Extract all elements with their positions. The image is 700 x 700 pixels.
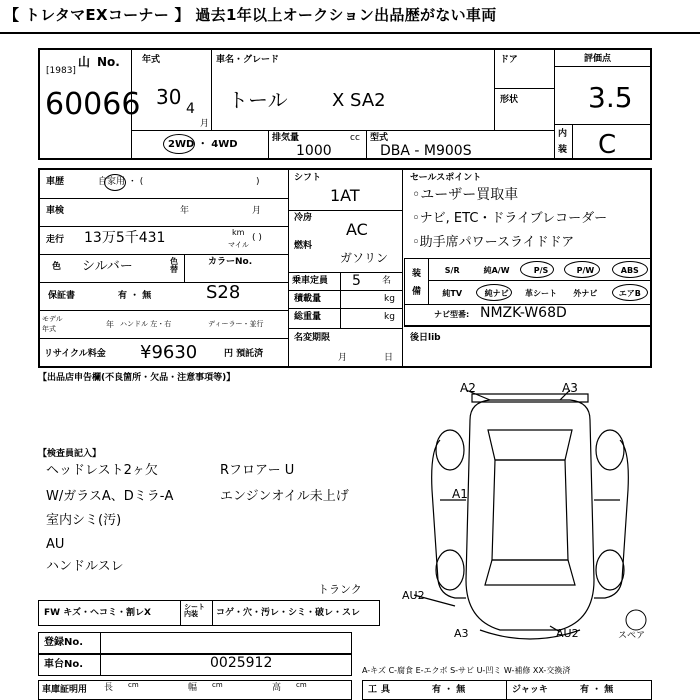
- equipment-label-1: 装: [412, 269, 422, 279]
- equipment-label-2: 備: [412, 287, 422, 297]
- lot-code: [1983]: [46, 66, 76, 76]
- dealer-label: ディーラー・並行: [208, 320, 264, 328]
- weight-label: 総重量: [294, 312, 322, 322]
- weight-unit: kg: [384, 312, 395, 322]
- mileage-value: 13万5千431: [84, 230, 166, 246]
- history-close: ): [256, 177, 260, 187]
- equipment-row2-3: 外ナビ: [573, 288, 598, 298]
- damage-mark-3: A1: [452, 487, 468, 501]
- history-circle: [104, 174, 126, 191]
- spare-label: スペア: [618, 631, 646, 641]
- damage-mark-1: A2: [460, 381, 476, 395]
- model-year: 年: [106, 320, 114, 329]
- equipment-row2-0: 純TV: [442, 288, 463, 298]
- fuel-value: ガソリン: [340, 251, 389, 265]
- jack-label: ジャッキ: [512, 685, 548, 695]
- navi-model-label: ナビ型番:: [434, 310, 470, 319]
- drive-circle: [163, 134, 195, 154]
- inspection-label: 車検: [46, 206, 65, 216]
- equip-circle-navi: [476, 284, 512, 301]
- tools-label: 工具: [368, 685, 395, 695]
- history-label: 車歴: [46, 177, 65, 187]
- equip-circle-pw: [564, 261, 600, 278]
- inspector-note-right-2: エンジンオイル未上げ: [220, 489, 349, 504]
- mileage-paren: ( ): [252, 233, 262, 243]
- sales-line-2: ◦ナビ, ETC・ドライブレコーダー: [412, 211, 608, 226]
- warranty-value: 有 ・ 無: [118, 291, 152, 301]
- interior-label-2: 装: [558, 145, 568, 155]
- score-value: 3.5: [588, 81, 633, 114]
- type-label: 型式: [370, 133, 389, 143]
- displacement-unit: cc: [350, 133, 360, 143]
- reg-no-row: [38, 632, 352, 654]
- mileage-unit-km: km: [232, 228, 245, 237]
- name-value: トール: [228, 88, 288, 112]
- model-label-2: 年式: [42, 325, 56, 333]
- cert-cell-1: cm: [128, 681, 139, 689]
- color-swap: 色替: [170, 257, 178, 274]
- equipment-row2-2: 革シート: [524, 288, 557, 298]
- equip-circle-abs: [612, 261, 648, 278]
- equipment-row1-2: P/S: [533, 265, 549, 275]
- fuel-label: 燃料: [294, 241, 313, 251]
- capacity-value: 5: [352, 273, 361, 289]
- inspector-note-3: 室内シミ(汚): [46, 513, 122, 528]
- cert-cell-5: cm: [296, 681, 307, 689]
- equipment-row1-0: S/R: [444, 265, 460, 275]
- history-value: 自家用 ・ (: [98, 177, 144, 187]
- cert-cell-0: 長: [104, 683, 114, 693]
- inspector-note-2: W/ガラスA、Dミラ-A: [46, 489, 174, 504]
- lot-number: 60066: [45, 87, 141, 122]
- damage-mark-2: A3: [562, 381, 578, 395]
- recycle-value: ¥9630: [140, 342, 198, 363]
- inspector-note-4: AU: [46, 537, 65, 552]
- sales-line-1: ◦ユーザー買取車: [412, 187, 519, 203]
- equipment-row2-1: 純ナビ: [484, 288, 509, 298]
- equip-circle-airb: [612, 284, 648, 301]
- handle-label: ハンドル 左・右: [120, 320, 172, 328]
- type-value: DBA - M900S: [380, 143, 472, 159]
- load-label: 積載量: [294, 294, 322, 304]
- shift-label: シフト: [294, 173, 322, 183]
- inspector-note-1: ヘッドレスト2ヶ欠: [46, 463, 158, 478]
- damage-mark-5: A3: [454, 627, 469, 640]
- chassis-row: [38, 654, 352, 676]
- seat-label: シート内装: [184, 603, 205, 618]
- damage-mark-7: トランク: [318, 583, 362, 596]
- recycle-label: リサイクル料金: [44, 349, 106, 359]
- inspector-note-5: ハンドルスレ: [46, 559, 124, 574]
- color-no-label: カラーNo.: [208, 257, 253, 267]
- color-value: シルバー: [82, 259, 133, 274]
- year-label: 年式: [142, 55, 161, 65]
- fw-row: FW キズ・ヘコミ・割レX: [44, 608, 151, 618]
- damage-mark-4: AU2: [402, 589, 425, 602]
- displacement-value: 1000: [296, 143, 332, 159]
- legend: A-キズ C-腐食 E-エクボ S-サビ U-凹ミ W-補修 XX-交換済: [362, 666, 571, 675]
- model-label-1: モデル: [42, 315, 63, 323]
- dealer-notes-label: 【出品店申告欄(不良箇所・欠品・注意事項等)】: [38, 373, 236, 383]
- name-label: 車名・グレード: [216, 55, 280, 65]
- reg-no-label: 登録No.: [44, 637, 84, 648]
- cert-cell-4: 高: [272, 683, 282, 693]
- damage-mark-6: AU2: [556, 627, 579, 640]
- grade-value: X SA2: [332, 90, 386, 111]
- top-banner: 【 トレタマEXコーナー 】 過去1年以上オークション出品歴がない車両: [4, 6, 497, 24]
- equipment-row1-3: P/W: [576, 265, 595, 275]
- shift-value: 1AT: [330, 186, 360, 205]
- shape-label: 形状: [500, 95, 519, 105]
- car-damage-diagram: [410, 380, 660, 645]
- month-unit: 月: [200, 119, 210, 129]
- score-label: 評価点: [584, 54, 612, 64]
- sales-line-3: ◦助手席パワースライドドア: [412, 235, 575, 250]
- equipment-row1-1: 純A/W: [483, 265, 510, 275]
- lot-prefix: 山: [78, 55, 91, 69]
- capacity-unit: 名: [382, 276, 392, 286]
- nameplate-label: 名変期限: [294, 333, 331, 343]
- ac-value: AC: [346, 220, 368, 239]
- sales-label: セールスポイント: [410, 173, 482, 183]
- inspector-note-right-1: Rフロアー U: [220, 463, 295, 478]
- equipment-row1-4: ABS: [620, 265, 639, 275]
- navi-model-value: NMZK-W68D: [480, 305, 567, 321]
- recycle-note: 円 預託済: [224, 349, 264, 359]
- seat-row: コゲ・穴・汚レ・シミ・破レ・スレ: [216, 608, 361, 618]
- banner-rule: [0, 32, 700, 34]
- nameplate-month: 月: [338, 353, 348, 363]
- lot-no-label: No.: [97, 55, 120, 69]
- door-label: ドア: [500, 55, 518, 65]
- load-unit: kg: [384, 294, 395, 304]
- month-value: 4: [186, 101, 195, 117]
- ac-label: 冷房: [294, 213, 313, 223]
- color-no-value: S28: [206, 282, 241, 303]
- chassis-value: 0025912: [210, 655, 273, 671]
- color-label: 色: [52, 262, 62, 272]
- nameplate-day: 日: [384, 353, 394, 363]
- inspector-label: 【検査員記入】: [38, 449, 102, 459]
- chassis-label: 車台No.: [44, 659, 84, 670]
- cert-label: 車庫証明用: [42, 685, 88, 695]
- mileage-label: 走行: [46, 235, 65, 245]
- tools-value: 有 ・ 無: [432, 685, 466, 695]
- equipment-row2-4: エアB: [618, 288, 641, 298]
- mileage-unit-mile: マイル: [228, 241, 249, 249]
- drive-label: 2WD ・ 4WD: [168, 139, 238, 150]
- interior-value: C: [598, 130, 617, 160]
- cert-cell-3: cm: [212, 681, 223, 689]
- after-install-label: 後日lib: [410, 333, 441, 343]
- jack-value: 有 ・ 無: [580, 685, 614, 695]
- equip-circle-ps: [520, 261, 554, 278]
- displacement-label: 排気量: [272, 133, 300, 143]
- interior-label-1: 内: [558, 129, 568, 139]
- inspection-year: 年: [180, 206, 190, 216]
- inspection-month: 月: [252, 206, 262, 216]
- year-value: 30: [156, 85, 182, 109]
- cert-cell-2: 幅: [188, 683, 198, 693]
- warranty-label: 保証書: [48, 291, 76, 301]
- capacity-label: 乗車定員: [292, 276, 329, 286]
